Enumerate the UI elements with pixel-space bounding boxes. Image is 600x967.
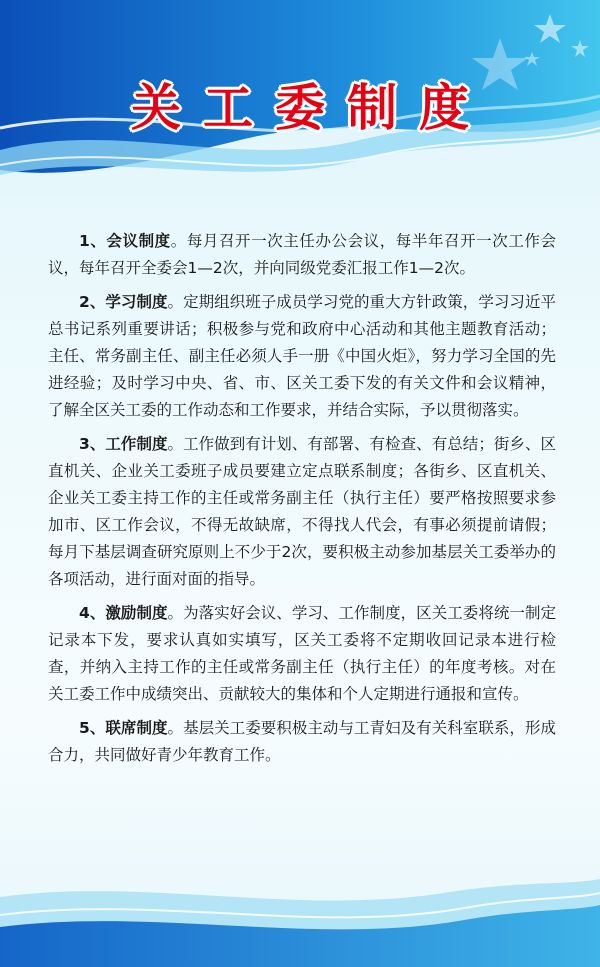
page-title: 关工委制度 bbox=[131, 79, 491, 137]
section-heading: 5、联席制度 bbox=[79, 719, 168, 737]
section-work bbox=[48, 431, 556, 593]
section-body: 。每月召开一次主任办公会议，每半年召开一次工作会议，每年召开全委会1—2次，并向同级党委汇报工作1—2次。 bbox=[48, 232, 556, 277]
section-body: 。为落实好会议、学习、工作制度，区关工委将统一制定记录本下发，要求认真如实填写，区关工委将不定期收回记录本进行检查，并纳入主持工作的主任或常务副主任（执行主任）的年度考核。对在关工委工作中成绩突出、贡献较大的集体和个人定期进行通报和宣传。 bbox=[48, 604, 556, 703]
section-joint bbox=[48, 715, 556, 769]
footer-background bbox=[0, 857, 600, 967]
section-incentive bbox=[48, 600, 556, 708]
section-heading: 1、会议制度 bbox=[79, 232, 171, 250]
section-meeting bbox=[48, 228, 556, 282]
section-heading: 4、激励制度 bbox=[79, 604, 168, 622]
regulations-content bbox=[48, 228, 556, 776]
section-body: 。工作做到有计划、有部署、有检查、有总结；街乡、区直机关、企业关工委班子成员要建立定点联系制度；各街乡、区直机关、企业关工委主持工作的主任或常务副主任（执行主任）要严格按照要求参加市、区工作会议，不得无故缺席，不得找人代会，有事必须提前请假；每月下基层调查研究原则上不少于2次，要积极主动参加基层关工委举办的各项活动，进行面对面的指导。 bbox=[48, 435, 556, 588]
section-heading: 3、工作制度 bbox=[79, 435, 168, 453]
section-body: 。定期组织班子成员学习党的重大方针政策，学习习近平总书记系列重要讲话；积极参与党和政府中心活动和其他主题教育活动；主任、常务副主任、副主任必须人手一册《中国火炬》，努力学习全国的先进经验；及时学习中央、省、市、区关工委下发的有关文件和会议精神，了解全区关工委的工作动态和工作要求，并结合实际，予以贯彻落实。 bbox=[48, 293, 556, 419]
section-study bbox=[48, 289, 556, 424]
section-body: 。基层关工委要积极主动与工青妇及有关科室联系，形成合力，共同做好青少年教育工作。 bbox=[48, 719, 556, 764]
section-heading: 2、学习制度 bbox=[79, 293, 168, 311]
